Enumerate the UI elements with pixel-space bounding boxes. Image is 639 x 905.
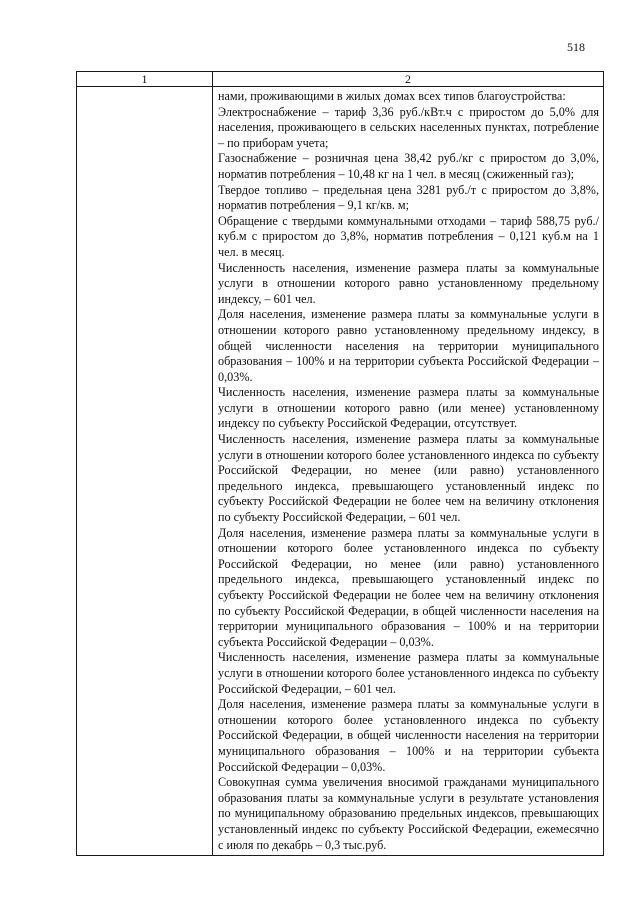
table-header-row [77, 72, 604, 87]
paragraph-share-equal: Доля населения, изменение размера платы за коммунальные услуги в отношении которого равно установленному предельному индексу, в общей численности населения на территории муниципального образования – 100% и на территории субъекта Российской Федерации – 0,03%. [218, 307, 599, 384]
paragraph-population-above: Численность населения, изменение размера платы за коммунальные услуги в отношении которого более установленного индекса по субъекту Российской Федерации, – 601 чел. [218, 650, 599, 696]
table-body-row [77, 87, 604, 856]
left-cell [77, 87, 213, 856]
paragraph-population-between: Численность населения, изменение размера платы за коммунальные услуги в отношении которого более установленного индекса по субъекту Российской Федерации, но менее (или равно) установленного предельного индекса, превышающего установленный индекс по субъекту Российской Федерации не более чем на величину отклонения по субъекту Российской Федерации, – 601 чел. [218, 432, 599, 525]
column-2-header: 2 [213, 72, 604, 87]
paragraph-electricity: Электроснабжение – тариф 3,36 руб./кВт.ч с приростом до 5,0% для населения, проживающего в сельских населенных пунктах, потребление – по приборам учета; [218, 104, 599, 150]
paragraph-population-less: Численность населения, изменение размера платы за коммунальные услуги в отношении которого равно (или менее) установленному индексу по субъекту Российской Федерации, отсутствует. [218, 385, 599, 431]
page-number: 518 [567, 40, 585, 54]
column-1-header: 1 [77, 72, 213, 87]
paragraph-intro: нами, проживающими в жилых домах всех типов благоустройства: [218, 89, 566, 103]
paragraph-waste: Обращение с твердыми коммунальными отходами – тариф 588,75 руб./куб.м с приростом до 3,8%, норматив потребления – 0,121 куб.м на 1 чел. в месяц. [218, 213, 599, 259]
paragraph-solid-fuel: Твердое топливо – предельная цена 3281 руб./т с приростом до 3,8%, норматив потребления – 9,1 кг/кв. м; [218, 182, 599, 213]
paragraph-share-between: Доля населения, изменение размера платы за коммунальные услуги в отношении которого более установленного индекса по субъекту Российской Федерации, но менее (или равно) установленного предельного индекса, превышающего установленный индекс по субъекту Российской Федерации не более чем на величину отклонения по субъекту Российской Федерации, в общей численности населения на территории муниципального образования – 100% и на территории субъекта Российской Федерации – 0,03%. [218, 525, 599, 649]
paragraph-total-sum: Совокупная сумма увеличения вносимой гражданами муниципального образования платы за коммунальные услуги в результате установления по муниципальному образованию предельных индексов, превышающих установленный индекс по субъекту Российской Федерации, ежемесячно с июля по декабрь – 0,3 тыс.руб. [218, 775, 599, 852]
paragraph-gas: Газоснабжение – розничная цена 38,42 руб./кг с приростом до 3,0%, норматив потребления – 10,48 кг на 1 чел. в месяц (сжиженный газ); [218, 151, 599, 181]
text-cell [213, 87, 604, 856]
paragraph-share-above: Доля населения, изменение размера платы за коммунальные услуги в отношении которого более установленного индекса по субъекту Российской Федерации, в общей численности населения на территории муниципального образования – 100% и на территории субъекта Российской Федерации – 0,03%. [218, 697, 599, 774]
paragraph-population-equal: Численность населения, изменение размера платы за коммунальные услуги в отношении которого равно установленному предельному индексу, – 601 чел. [218, 260, 599, 306]
content-table [76, 71, 604, 856]
